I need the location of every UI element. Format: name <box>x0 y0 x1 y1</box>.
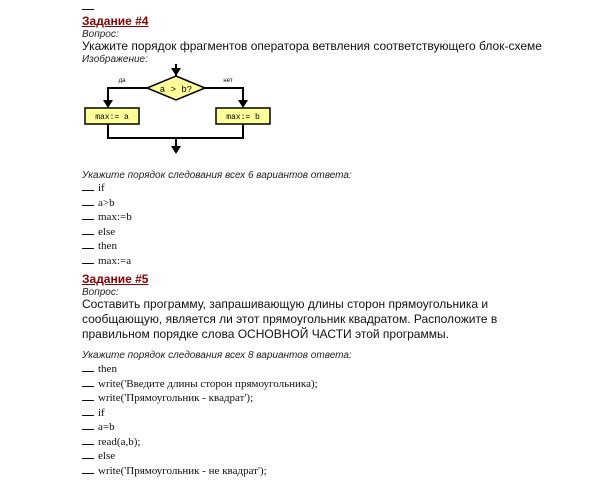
list-item: else <box>82 449 318 464</box>
list-item: read(a,b); <box>82 435 318 450</box>
list-item: then <box>82 239 132 254</box>
previous-answer-fragment <box>82 0 98 13</box>
list-item: write('Прямоугольник - квадрат'); <box>82 391 318 406</box>
task-5-question-text: Составить программу, запрашивающую длины сторон прямоугольника и сообщающую, является ли этот прямоугольник квадратом. Расположите в правильном порядке слова ОСНОВНОЙ ЧАСТИ этой программы. <box>82 297 498 341</box>
task-4-question-text: Укажите порядок фрагментов оператора ветвления соответствующего блок-схеме <box>82 39 542 53</box>
task-4-image-label: Изображение: <box>82 54 148 65</box>
answer-blank[interactable] <box>82 210 94 220</box>
decision-condition: a > b? <box>159 85 193 95</box>
list-item: then <box>82 362 318 377</box>
answer-blank[interactable] <box>82 196 94 206</box>
answer-blank[interactable] <box>82 377 94 387</box>
answer-blank[interactable] <box>82 225 94 235</box>
list-item: max:=a <box>82 254 132 269</box>
answer-blank[interactable] <box>82 181 94 191</box>
answer-blank[interactable] <box>82 435 94 445</box>
answer-blank[interactable] <box>82 0 94 10</box>
no-label: нет <box>223 78 233 84</box>
list-item: if <box>82 181 132 196</box>
answer-blank[interactable] <box>82 254 94 264</box>
task-4-title: Задание #4 <box>82 14 149 28</box>
list-item: write('Прямоугольник - не квадрат'); <box>82 464 318 479</box>
list-item: if <box>82 406 318 421</box>
list-item: a=b <box>82 420 318 435</box>
list-item: a>b <box>82 196 132 211</box>
task-5-question-label: Вопрос: <box>82 287 119 298</box>
list-item: write('Введите длины сторон прямоугольника); <box>82 377 318 392</box>
answer-blank[interactable] <box>82 449 94 459</box>
answer-blank[interactable] <box>82 406 94 416</box>
task-5-instruction: Укажите порядок следования всех 8 вариантов ответа: <box>82 350 352 361</box>
list-item: else <box>82 225 132 240</box>
task-5-answer-list <box>82 362 318 478</box>
answer-blank[interactable] <box>82 362 94 372</box>
answer-blank[interactable] <box>82 391 94 401</box>
answer-blank[interactable] <box>82 420 94 430</box>
yes-label: да <box>118 78 126 84</box>
task-4-answer-list <box>82 181 132 268</box>
left-block-text: max:= a <box>95 113 129 122</box>
task-4-question-label: Вопрос: <box>82 29 119 40</box>
right-block-text: max:= b <box>226 113 260 122</box>
answer-blank[interactable] <box>82 464 94 474</box>
task-4-instruction: Укажите порядок следования всех 6 вариантов ответа: <box>82 170 352 181</box>
flowchart-diagram <box>80 62 280 158</box>
task-5-title: Задание #5 <box>82 272 149 286</box>
answer-blank[interactable] <box>82 239 94 249</box>
list-item: max:=b <box>82 210 132 225</box>
